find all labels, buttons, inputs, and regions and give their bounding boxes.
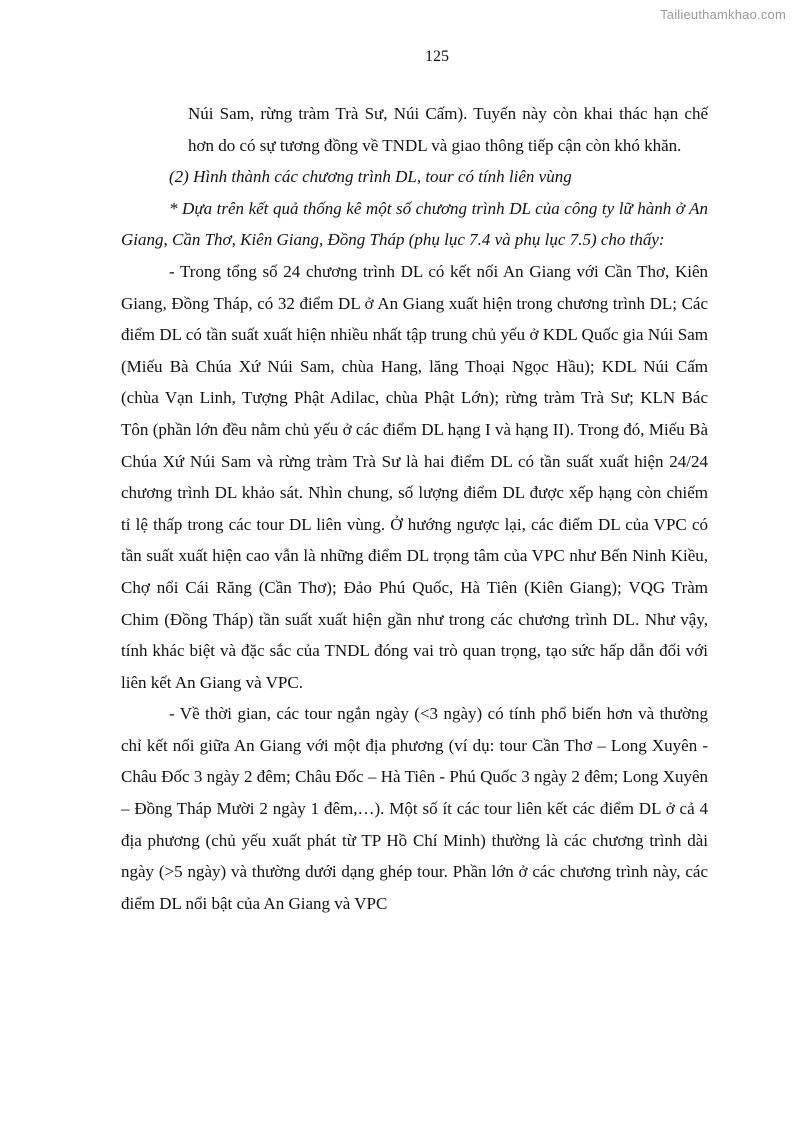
paragraph-continuation: Núi Sam, rừng tràm Trà Sư, Núi Cấm). Tuyến này còn khai thác hạn chế hơn do có sự tương đồng về TNDL và giao thông tiếp cận còn khó khăn. bbox=[188, 104, 708, 155]
section-heading bbox=[121, 161, 708, 193]
paragraph-survey-intro: * Dựa trên kết quả thống kê một số chương trình DL của công ty lữ hành ở An Giang, Cần Thơ, Kiên Giang, Đồng Tháp (phụ lục 7.4 và phụ lục 7.5) cho thấy: bbox=[121, 198, 708, 250]
paragraph-destinations: - Trong tổng số 24 chương trình DL có kết nối An Giang với Cần Thơ, Kiên Giang, Đồng Tháp, có 32 điểm DL ở An Giang xuất hiện trong chương trình DL; Các điểm DL có tần suất xuất hiện nhiều nhất tập trung chủ yếu ở KDL Quốc gia Núi Sam (Miếu Bà Chúa Xứ Núi Sam, chùa Hang, lăng Thoại Ngọc Hầu); KDL Núi Cấm (chùa Vạn Linh, Tượng Phật Adilac, chùa Phật Lớn); rừng tràm Trà Sư; KLN Bác Tôn (phần lớn đều nằm chủ yếu ở các điểm DL hạng I và hạng II). Trong đó, Miếu Bà Chúa Xứ Núi Sam và rừng tràm Trà Sư là hai điểm DL có tần suất xuất hiện 24/24 chương trình DL khảo sát. Nhìn chung, số lượng điểm DL được xếp hạng còn chiếm tỉ lệ thấp trong các tour DL liên vùng. Ở hướng ngược lại, các điểm DL của VPC có tần suất xuất hiện cao vẫn là những điểm DL trọng tâm của VPC như Bến Ninh Kiều, Chợ nổi Cái Răng (Cần Thơ); Đảo Phú Quốc, Hà Tiên (Kiên Giang); VQG Tràm Chim (Đồng Tháp) tần suất xuất hiện gần như trong các chương trình DL. Như vậy, tính khác biệt và đặc sắc của TNDL đóng vai trò quan trọng, tạo sức hấp dẫn đối với liên kết An Giang và VPC. bbox=[121, 261, 708, 692]
page-number: 125 bbox=[425, 48, 449, 65]
paragraph-duration: - Về thời gian, các tour ngắn ngày (<3 ngày) có tính phổ biến hơn và thường chỉ kết nối giữa An Giang với một địa phương (ví dụ: tour Cần Thơ – Long Xuyên - Châu Đốc 3 ngày 2 đêm; Châu Đốc – Hà Tiên - Phú Quốc 3 ngày 2 đêm; Long Xuyên – Đồng Tháp Mười 2 ngày 1 đêm,…). Một số ít các tour liên kết các điểm DL ở cả 4 địa phương (chủ yếu xuất phát từ TP Hồ Chí Minh) thường là các chương trình dài ngày (>5 ngày) và thường dưới dạng ghép tour. Phần lớn ở các chương trình này, các điểm DL nổi bật của An Giang và VPC bbox=[121, 704, 708, 913]
document-body bbox=[121, 98, 708, 919]
section-heading-text: (2) Hình thành các chương trình DL, tour có tính liên vùng bbox=[169, 167, 572, 187]
watermark: Tailieuthamkhao.com bbox=[660, 7, 786, 22]
